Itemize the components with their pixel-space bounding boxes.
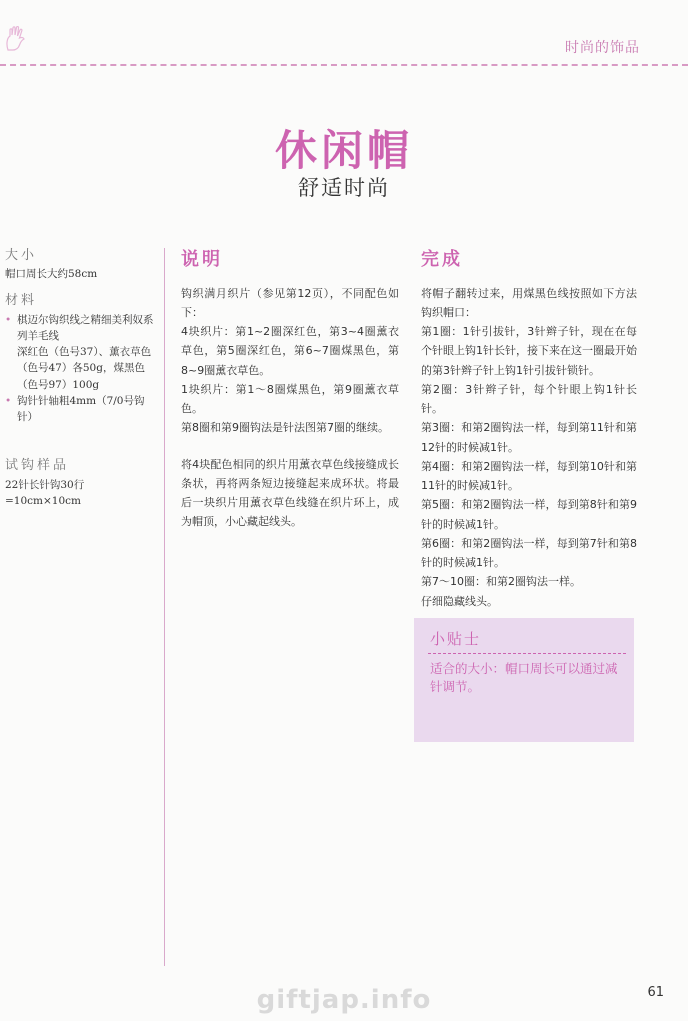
finishing-line: 将帽子翻转过来，用煤黑色线按照如下方法钩织帽口： bbox=[421, 286, 637, 319]
instruction-paragraph: 将4块配色相同的织片用薰衣草色线接缝成长条状，再将两条短边接缝起来成环状。将最后一块织片用薰衣草色线缝在织片环上，成为帽顶，小心藏起线头。 bbox=[181, 457, 399, 529]
materials-sidebar bbox=[5, 246, 155, 509]
finishing-line: 第5圈：和第2圈钩法一样，每到第8针和第9针的时候减1针。 bbox=[421, 498, 637, 531]
materials-label: 材料 bbox=[5, 293, 38, 309]
instructions-heading: 说明 bbox=[181, 249, 223, 270]
tip-divider bbox=[428, 653, 626, 654]
material-name: 棋迈尔钩织线之精细美利奴系列羊毛线 bbox=[17, 313, 154, 342]
bullet-icon: • bbox=[5, 313, 12, 326]
finishing-line: 第4圈：和第2圈钩法一样，每到第10针和第11针的时候减1针。 bbox=[421, 459, 637, 492]
page-number: 61 bbox=[647, 985, 664, 1000]
finishing-line: 第3圈：和第2圈钩法一样，每到第11针和第12针的时候减1针。 bbox=[421, 421, 637, 454]
column-divider bbox=[164, 248, 165, 966]
tip-title: 小贴士 bbox=[430, 630, 482, 648]
gauge-label: 试钩样品 bbox=[5, 458, 70, 474]
instruction-line: 4块织片：第1~2圈深红色，第3~4圈薰衣草色，第5圈深红色，第6~7圈煤黑色，第8~9圈薰衣草色。 bbox=[181, 325, 399, 377]
section-header: 时尚的饰品 bbox=[565, 40, 640, 56]
gauge-value: 22针长针钩30行=10cm×10cm bbox=[5, 478, 85, 507]
page-subtitle: 舒适时尚 bbox=[298, 176, 390, 200]
size-value: 帽口周长大约58cm bbox=[5, 268, 98, 281]
instruction-line: 第8圈和第9圈钩法是针法图第7圈的继续。 bbox=[181, 421, 389, 435]
finishing-line: 第1圈：1针引拔针，3针辫子针，现在在每个针眼上钩1针长针，接下来在这一圈最开始的第3针辫子针上钩1针引拔针锁针。 bbox=[421, 325, 637, 377]
instructions-column bbox=[181, 244, 399, 532]
finishing-heading: 完成 bbox=[421, 249, 463, 270]
material-detail: 深红色（色号37）、薰衣草色（色号47）各50g，煤黑色（色号97）100g bbox=[17, 346, 152, 391]
bullet-icon: • bbox=[5, 394, 12, 407]
material-item bbox=[5, 393, 155, 426]
finishing-column bbox=[421, 244, 637, 611]
finishing-line: 第6圈：和第2圈钩法一样，每到第7针和第8针的时候减1针。 bbox=[421, 536, 637, 569]
material-name: 钩针针轴粗4mm（7/0号钩针） bbox=[17, 394, 145, 424]
finishing-line: 第7～10圈：和第2圈钩法一样。 bbox=[421, 575, 581, 589]
finishing-line: 第2圈：3针辫子针，每个针眼上钩1针长针。 bbox=[421, 382, 637, 415]
hand-icon bbox=[4, 26, 34, 52]
page-title: 休闲帽 bbox=[274, 126, 413, 175]
finishing-line: 仔细隐藏线头。 bbox=[421, 594, 498, 608]
instruction-line: 钩织满月织片（参见第12页），不同配色如下： bbox=[181, 286, 399, 319]
header-divider bbox=[0, 64, 688, 66]
watermark: giftjap.info bbox=[256, 985, 432, 1015]
instruction-line: 1块织片：第1～8圈煤黑色，第9圈薰衣草色。 bbox=[181, 382, 399, 415]
tip-text: 适合的大小：帽口周长可以通过减针调节。 bbox=[430, 661, 618, 695]
tip-box bbox=[414, 618, 634, 742]
material-item bbox=[5, 312, 155, 345]
size-label: 大小 bbox=[5, 248, 38, 263]
